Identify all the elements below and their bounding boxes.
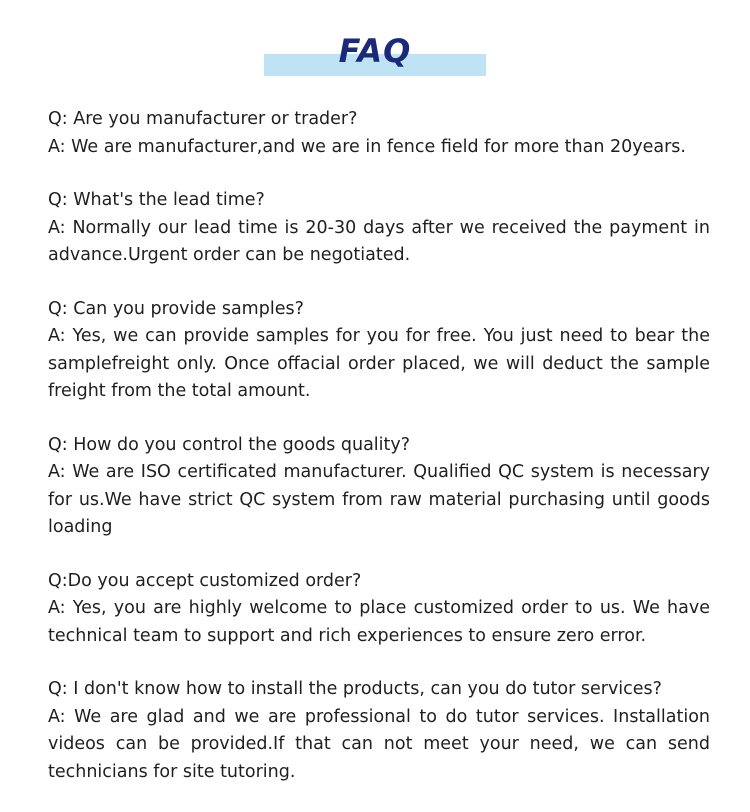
faq-item — [48, 296, 710, 406]
faq-header — [264, 32, 486, 78]
faq-item — [48, 432, 710, 542]
faq-answer: A: We are ISO certificated manufacturer. Qualified QC system is necessary for us.We have strict QC system from raw material purchasing until goods loading — [48, 462, 710, 537]
faq-question: Q: I don't know how to install the products, can you do tutor services? — [48, 679, 662, 699]
faq-question: Q: How do you control the goods quality? — [48, 434, 411, 455]
faq-item — [48, 187, 710, 270]
faq-question: Q: Are you manufacturer or trader? — [48, 109, 358, 129]
faq-item — [48, 106, 710, 161]
faq-item — [48, 568, 710, 651]
faq-list — [48, 106, 710, 812]
faq-answer: A: Yes, we can provide samples for you for free. You just need to bear the samplefreight only. Once offacial order placed, we will deduct the sample freight from the total amount. — [48, 326, 710, 401]
faq-answer: A: We are manufacturer,and we are in fence field for more than 20years. — [48, 136, 686, 157]
faq-question: Q: Can you provide samples? — [48, 298, 304, 319]
faq-answer: A: Yes, you are highly welcome to place customized order to us. We have technical team to support and rich experiences to ensure zero error. — [48, 598, 710, 646]
faq-item — [48, 676, 710, 786]
faq-answer: A: Normally our lead time is 20-30 days after we received the payment in advance.Urgent order can be negotiated. — [48, 217, 710, 265]
faq-question: Q: What's the lead time? — [48, 190, 265, 210]
page-title: FAQ — [338, 32, 412, 70]
faq-answer: A: We are glad and we are professional to do tutor services. Installation videos can be provided.If that can not meet your need, we can send technicians for site tutoring. — [48, 706, 710, 782]
faq-question: Q:Do you accept customized order? — [48, 570, 362, 591]
